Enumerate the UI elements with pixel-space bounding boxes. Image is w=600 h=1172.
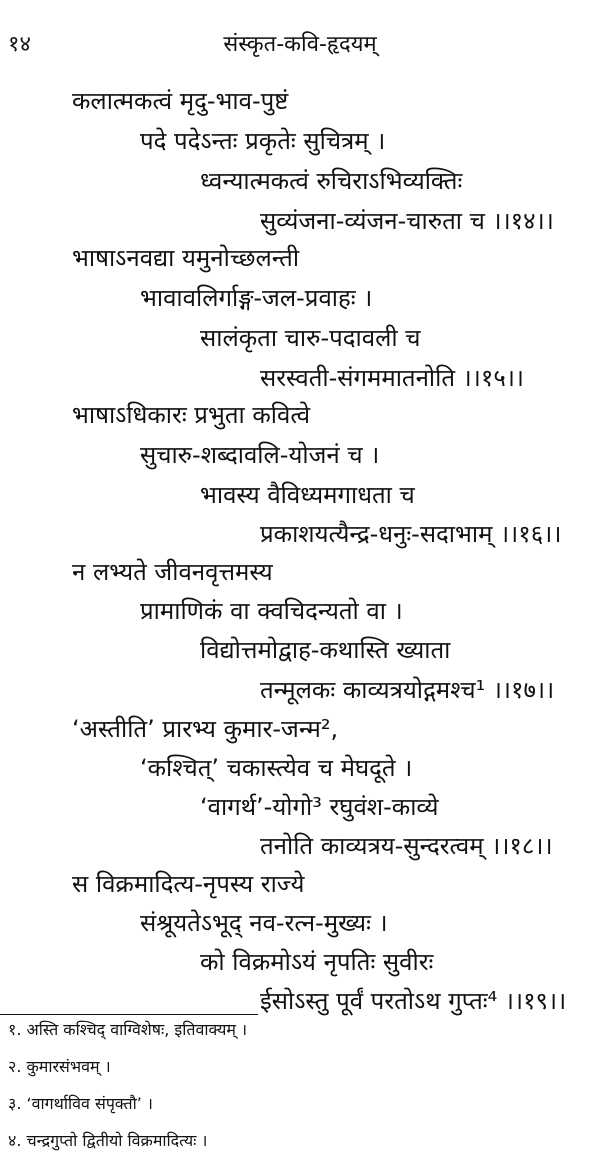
verse-line: कलात्मकत्वं मृदु-भाव-पुष्टं <box>72 87 289 115</box>
verse-line: न लभ्यते जीवनवृत्तमस्य <box>72 558 273 586</box>
verse-line: प्रामाणिकं वा क्वचिदन्यतो वा । <box>140 597 403 625</box>
verse-line: विद्योत्तमोद्वाह-कथास्ति ख्याता <box>200 636 451 664</box>
footnote: १. अस्ति कश्चिद् वाग्विशेषः, इतिवाक्यम् । <box>8 1020 248 1039</box>
page-number: १४ <box>8 32 31 57</box>
verse-line: भावावलिर्गाङ्ग-जल-प्रवाहः । <box>140 284 373 312</box>
footnote: २. कुमारसंभवम् । <box>8 1057 111 1076</box>
footnote-rule <box>0 1014 258 1015</box>
verse-line: तनोति काव्यत्रय-सुन्दरत्वम् ।।१८।। <box>260 832 553 860</box>
footnote: ४. चन्द्रगुप्तो द्वितीयो विक्रमादित्यः । <box>8 1131 208 1150</box>
verse-line: भाषाऽनवद्या यमुनोच्छलन्ती <box>72 244 300 272</box>
verse-line: सालंकृता चारु-पदावली च <box>200 324 421 352</box>
verse-line: सरस्वती-संगममातनोति ।।१५।। <box>260 364 525 392</box>
verse-line: ‘अस्तीति’ प्रारभ्य कुमार-जन्म², <box>72 715 339 743</box>
verse-line: ‘कश्चित्’ चकास्त्येव च मेघदूते । <box>140 754 413 782</box>
verse-line: भावस्य वैविध्यमगाधता च <box>200 481 415 509</box>
verse-line: स विक्रमादित्य-नृपस्य राज्ये <box>72 870 305 898</box>
verse-line: प्रकाशयत्यैन्द्र-धनुः-सदाभाम् ।।१६।। <box>260 520 562 548</box>
verse-line: संश्रूयतेऽभूद् नव-रत्न-मुख्यः । <box>140 909 388 937</box>
verse-line: ईसोऽस्तु पूर्वं परतोऽथ गुप्तः⁴ ।।१९।। <box>260 987 567 1015</box>
verse-line: पदे पदेऽन्तः प्रकृतेः सुचित्रम् । <box>140 127 386 155</box>
verse-line: तन्मूलकः काव्यत्रयोद्गमश्च¹ ।।१७।। <box>260 676 555 704</box>
verse-line: सुव्यंजना-व्यंजन-चारुता च ।।१४।। <box>260 207 554 235</box>
verse-line: सुचारु-शब्दावलि-योजनं च । <box>140 441 380 469</box>
verse-line: ‘वागर्थ’-योगो³ रघुवंश-काव्ये <box>200 793 439 821</box>
running-title: संस्कृत-कवि-हृदयम् <box>223 32 377 57</box>
verse-line: ध्वन्यात्मकत्वं रुचिराऽभिव्यक्तिः <box>200 167 463 195</box>
verse-line: भाषाऽधिकारः प्रभुता कवित्वे <box>72 401 311 429</box>
verse-line: को विक्रमोऽयं नृपतिः सुवीरः <box>200 948 434 976</box>
footnote: ३. ‘वागर्थाविव संपृक्तौ’ । <box>8 1094 153 1113</box>
